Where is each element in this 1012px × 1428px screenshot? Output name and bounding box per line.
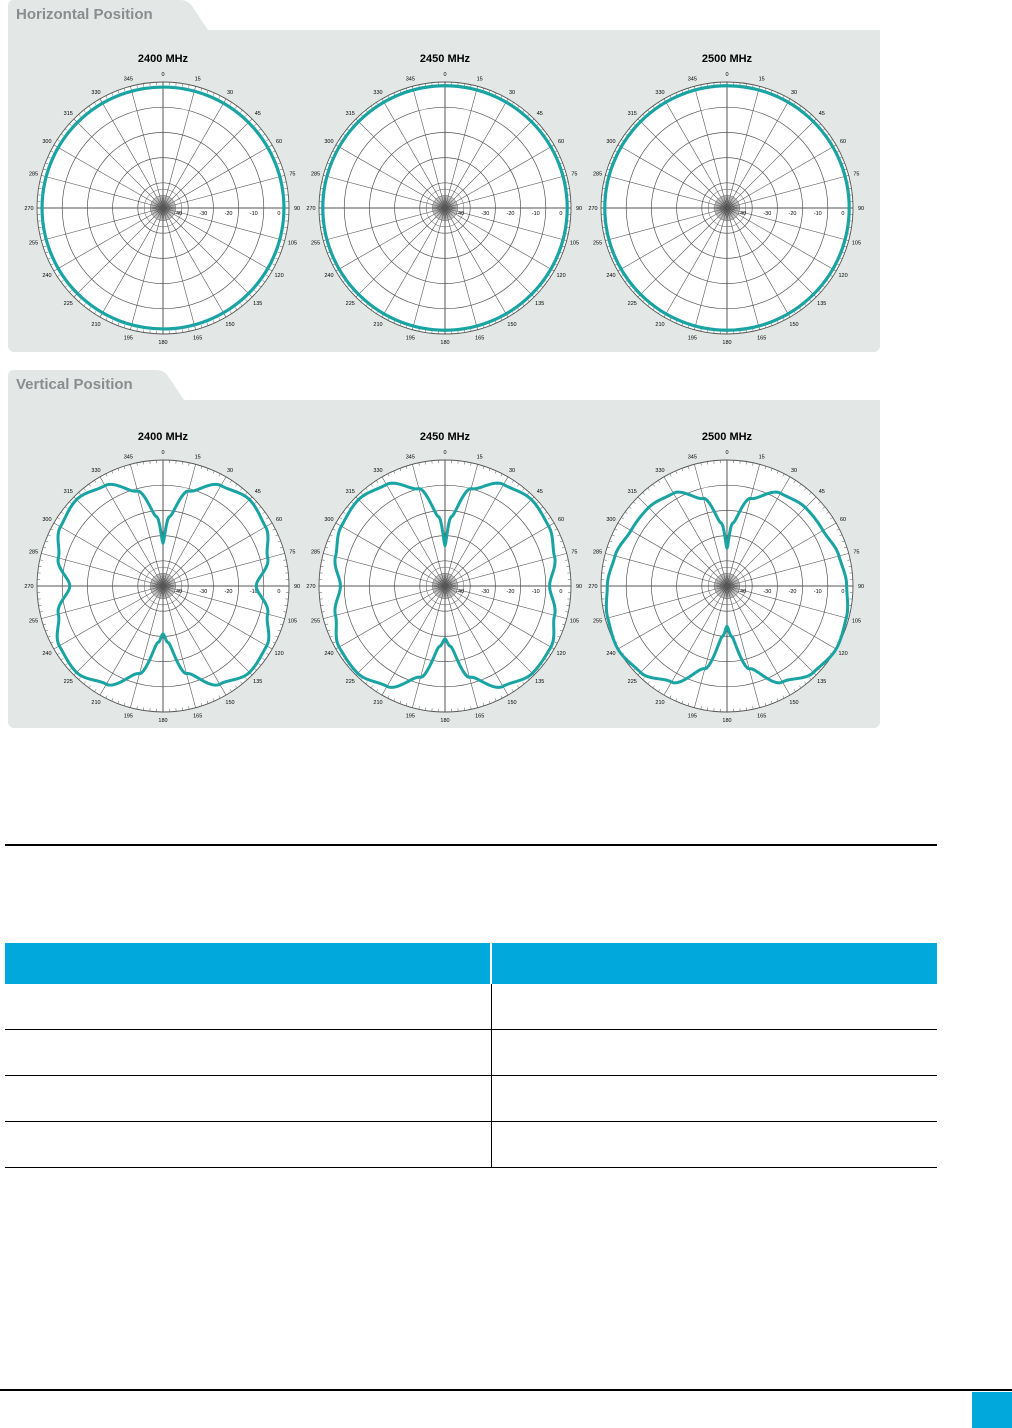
angle-label: 120 <box>556 651 566 657</box>
angle-label: 165 <box>193 713 203 720</box>
angle-label: 105 <box>287 240 298 247</box>
angle-label: 105 <box>851 618 862 625</box>
angle-label: 0 <box>443 72 447 78</box>
radial-label: -40 <box>738 589 747 595</box>
radial-label: -30 <box>199 211 208 217</box>
angle-label: 210 <box>373 322 383 329</box>
polar-chart-svg <box>588 418 865 728</box>
angle-label: 330 <box>373 467 383 474</box>
angle-label: 15 <box>194 76 201 83</box>
polar-chart-svg <box>306 40 583 350</box>
angle-label: 135 <box>817 678 827 685</box>
table-cell <box>5 984 491 1030</box>
angle-label: 345 <box>687 454 697 461</box>
angle-label: 270 <box>306 584 316 590</box>
radial-label: -20 <box>506 589 515 595</box>
angle-label: 180 <box>722 340 732 346</box>
angle-label: 285 <box>310 549 321 556</box>
table-cell <box>491 984 937 1030</box>
radial-label: -20 <box>788 589 797 595</box>
angle-label: 60 <box>275 517 283 523</box>
angle-label: 150 <box>507 322 517 329</box>
angle-label: 195 <box>405 335 415 342</box>
angle-label: 75 <box>853 171 860 178</box>
angle-label: 285 <box>28 549 39 556</box>
table-header-cell <box>491 943 937 984</box>
page-number-tab <box>972 1392 1012 1428</box>
table-row <box>5 1030 937 1076</box>
angle-label: 225 <box>63 678 73 685</box>
angle-label: 30 <box>226 89 234 96</box>
angle-label: 330 <box>655 467 665 474</box>
angle-label: 120 <box>838 651 848 657</box>
table-header-cell <box>5 943 491 984</box>
angle-label: 270 <box>24 584 34 590</box>
angle-label: 150 <box>225 700 235 707</box>
angle-label: 60 <box>839 139 847 145</box>
angle-label: 150 <box>507 700 517 707</box>
angle-label: 60 <box>275 139 283 145</box>
polar-plot-v-2400 <box>24 418 301 728</box>
radial-label: -30 <box>763 211 772 217</box>
polar-chart-svg <box>24 40 301 350</box>
table-cell <box>491 1030 937 1076</box>
angle-label: 135 <box>253 678 263 685</box>
angle-label: 180 <box>722 718 732 724</box>
angle-label: 285 <box>592 171 603 178</box>
angle-label: 345 <box>123 454 133 461</box>
angle-label: 270 <box>24 206 34 212</box>
angle-label: 90 <box>575 584 583 590</box>
angle-label: 255 <box>592 618 603 625</box>
angle-label: 240 <box>324 651 334 657</box>
radial-label: -20 <box>788 211 797 217</box>
polar-plot-v-2450 <box>306 418 583 728</box>
table-cell <box>5 1076 491 1122</box>
radial-label: -10 <box>531 211 540 217</box>
angle-label: 0 <box>443 450 447 456</box>
angle-label: 75 <box>571 171 578 178</box>
chart-title: 2500 MHz <box>701 53 753 65</box>
angle-label: 45 <box>818 489 825 496</box>
chart-title: 2450 MHz <box>419 53 471 65</box>
angle-label: 15 <box>194 454 201 461</box>
table-row <box>5 984 937 1030</box>
angle-label: 30 <box>226 467 234 474</box>
angle-label: 195 <box>123 335 133 342</box>
angle-label: 195 <box>405 713 415 720</box>
angle-label: 120 <box>556 273 566 279</box>
chart-title: 2500 MHz <box>701 431 753 443</box>
angle-label: 90 <box>575 206 583 212</box>
table-cell <box>491 1076 937 1122</box>
polar-plot-v-2500 <box>588 418 865 728</box>
angle-label: 45 <box>536 489 543 496</box>
angle-label: 120 <box>274 273 284 279</box>
angle-label: 300 <box>606 139 616 145</box>
radial-label: 0 <box>559 211 563 217</box>
radial-label: 0 <box>277 211 281 217</box>
radial-label: -20 <box>224 589 233 595</box>
angle-label: 315 <box>63 111 73 118</box>
angle-label: 315 <box>345 489 355 496</box>
angle-label: 225 <box>345 300 355 307</box>
angle-label: 315 <box>63 489 73 496</box>
angle-label: 30 <box>790 467 798 474</box>
table-row <box>5 1122 937 1168</box>
angle-label: 150 <box>225 322 235 329</box>
chart-title: 2400 MHz <box>137 53 189 65</box>
angle-label: 30 <box>508 467 516 474</box>
polar-plot-h-2500 <box>588 40 865 350</box>
angle-label: 135 <box>817 300 827 307</box>
angle-label: 90 <box>857 584 865 590</box>
angle-label: 255 <box>592 240 603 247</box>
angle-label: 210 <box>655 700 665 707</box>
angle-label: 210 <box>373 700 383 707</box>
radial-label: -10 <box>249 589 258 595</box>
angle-label: 60 <box>839 517 847 523</box>
angle-label: 135 <box>535 678 545 685</box>
angle-label: 285 <box>28 171 39 178</box>
angle-label: 315 <box>627 111 637 118</box>
angle-label: 210 <box>91 700 101 707</box>
angle-label: 195 <box>687 713 697 720</box>
angle-label: 255 <box>310 240 321 247</box>
angle-label: 210 <box>655 322 665 329</box>
angle-label: 75 <box>571 549 578 556</box>
radial-label: -40 <box>174 589 183 595</box>
vertical-position-panel <box>8 370 880 728</box>
angle-label: 90 <box>857 206 865 212</box>
angle-label: 45 <box>536 111 543 118</box>
angle-label: 105 <box>851 240 862 247</box>
angle-label: 45 <box>818 111 825 118</box>
radial-label: -10 <box>813 589 822 595</box>
angle-label: 270 <box>306 206 316 212</box>
radial-label: -30 <box>481 211 490 217</box>
angle-label: 345 <box>405 454 415 461</box>
angle-label: 285 <box>310 171 321 178</box>
angle-label: 240 <box>324 273 334 279</box>
angle-label: 240 <box>42 273 52 279</box>
angle-label: 240 <box>42 651 52 657</box>
radial-label: 0 <box>559 589 563 595</box>
angle-label: 240 <box>606 273 616 279</box>
angle-label: 210 <box>91 322 101 329</box>
angle-label: 105 <box>569 240 580 247</box>
angle-label: 15 <box>758 76 765 83</box>
angle-label: 285 <box>592 549 603 556</box>
angle-label: 30 <box>508 89 516 96</box>
angle-label: 330 <box>373 89 383 96</box>
angle-label: 270 <box>588 584 598 590</box>
angle-label: 225 <box>627 300 637 307</box>
angle-label: 105 <box>569 618 580 625</box>
polar-plot-h-2400 <box>24 40 301 350</box>
angle-label: 15 <box>476 76 483 83</box>
radial-label: -40 <box>738 211 747 217</box>
angle-label: 315 <box>627 489 637 496</box>
angle-label: 135 <box>253 300 263 307</box>
table-cell <box>491 1122 937 1168</box>
radial-label: 0 <box>277 589 281 595</box>
angle-label: 225 <box>345 678 355 685</box>
angle-label: 255 <box>28 618 39 625</box>
table-cell <box>5 1030 491 1076</box>
angle-label: 300 <box>42 139 52 145</box>
radial-label: -30 <box>763 589 772 595</box>
angle-label: 165 <box>193 335 203 342</box>
table-row <box>5 1076 937 1122</box>
angle-label: 165 <box>475 335 485 342</box>
angle-label: 180 <box>440 718 450 724</box>
horizontal-position-panel <box>8 0 880 352</box>
angle-label: 225 <box>63 300 73 307</box>
angle-label: 150 <box>789 322 799 329</box>
angle-label: 0 <box>161 72 165 78</box>
radial-label: -40 <box>174 211 183 217</box>
angle-label: 15 <box>476 454 483 461</box>
angle-label: 345 <box>123 76 133 83</box>
radial-label: -10 <box>531 589 540 595</box>
angle-label: 120 <box>274 651 284 657</box>
angle-label: 240 <box>606 651 616 657</box>
angle-label: 300 <box>324 139 334 145</box>
angle-label: 0 <box>725 72 729 78</box>
angle-label: 45 <box>254 111 261 118</box>
angle-label: 330 <box>91 467 101 474</box>
angle-label: 90 <box>293 206 301 212</box>
radial-label: -20 <box>506 211 515 217</box>
angle-label: 90 <box>293 584 301 590</box>
polar-plot-h-2450 <box>306 40 583 350</box>
angle-label: 0 <box>725 450 729 456</box>
angle-label: 45 <box>254 489 261 496</box>
polar-chart-svg <box>24 418 301 728</box>
polar-chart-svg <box>306 418 583 728</box>
angle-label: 300 <box>324 517 334 523</box>
angle-label: 300 <box>42 517 52 523</box>
radial-label: -10 <box>249 211 258 217</box>
chart-title: 2450 MHz <box>419 431 471 443</box>
angle-label: 255 <box>28 240 39 247</box>
radial-label: 0 <box>841 211 845 217</box>
angle-label: 105 <box>287 618 298 625</box>
angle-label: 15 <box>758 454 765 461</box>
angle-label: 75 <box>289 171 296 178</box>
angle-label: 165 <box>757 335 767 342</box>
angle-label: 330 <box>91 89 101 96</box>
angle-label: 255 <box>310 618 321 625</box>
angle-label: 60 <box>557 517 565 523</box>
angle-label: 180 <box>440 340 450 346</box>
table-header-row <box>5 943 937 984</box>
angle-label: 60 <box>557 139 565 145</box>
angle-label: 150 <box>789 700 799 707</box>
radial-label: -30 <box>199 589 208 595</box>
table-cell <box>5 1122 491 1168</box>
angle-label: 180 <box>158 340 168 346</box>
section-title: Vertical Position <box>16 376 133 393</box>
angle-label: 315 <box>345 111 355 118</box>
section-title: Horizontal Position <box>16 6 153 23</box>
angle-label: 195 <box>123 713 133 720</box>
radial-label: -40 <box>456 211 465 217</box>
angle-label: 345 <box>687 76 697 83</box>
footer-divider <box>0 1389 1012 1391</box>
angle-label: 135 <box>535 300 545 307</box>
radial-label: -20 <box>224 211 233 217</box>
section-divider <box>5 844 937 846</box>
angle-label: 180 <box>158 718 168 724</box>
angle-label: 120 <box>838 273 848 279</box>
radial-label: -40 <box>456 589 465 595</box>
angle-label: 75 <box>853 549 860 556</box>
angle-label: 165 <box>475 713 485 720</box>
angle-label: 270 <box>588 206 598 212</box>
polar-chart-svg <box>588 40 865 350</box>
radial-label: 0 <box>841 589 845 595</box>
radial-label: -30 <box>481 589 490 595</box>
angle-label: 300 <box>606 517 616 523</box>
angle-label: 345 <box>405 76 415 83</box>
angle-label: 0 <box>161 450 165 456</box>
angle-label: 225 <box>627 678 637 685</box>
angle-label: 165 <box>757 713 767 720</box>
angle-label: 330 <box>655 89 665 96</box>
angle-label: 30 <box>790 89 798 96</box>
spec-table <box>5 943 937 1168</box>
chart-title: 2400 MHz <box>137 431 189 443</box>
angle-label: 195 <box>687 335 697 342</box>
angle-label: 75 <box>289 549 296 556</box>
radial-label: -10 <box>813 211 822 217</box>
